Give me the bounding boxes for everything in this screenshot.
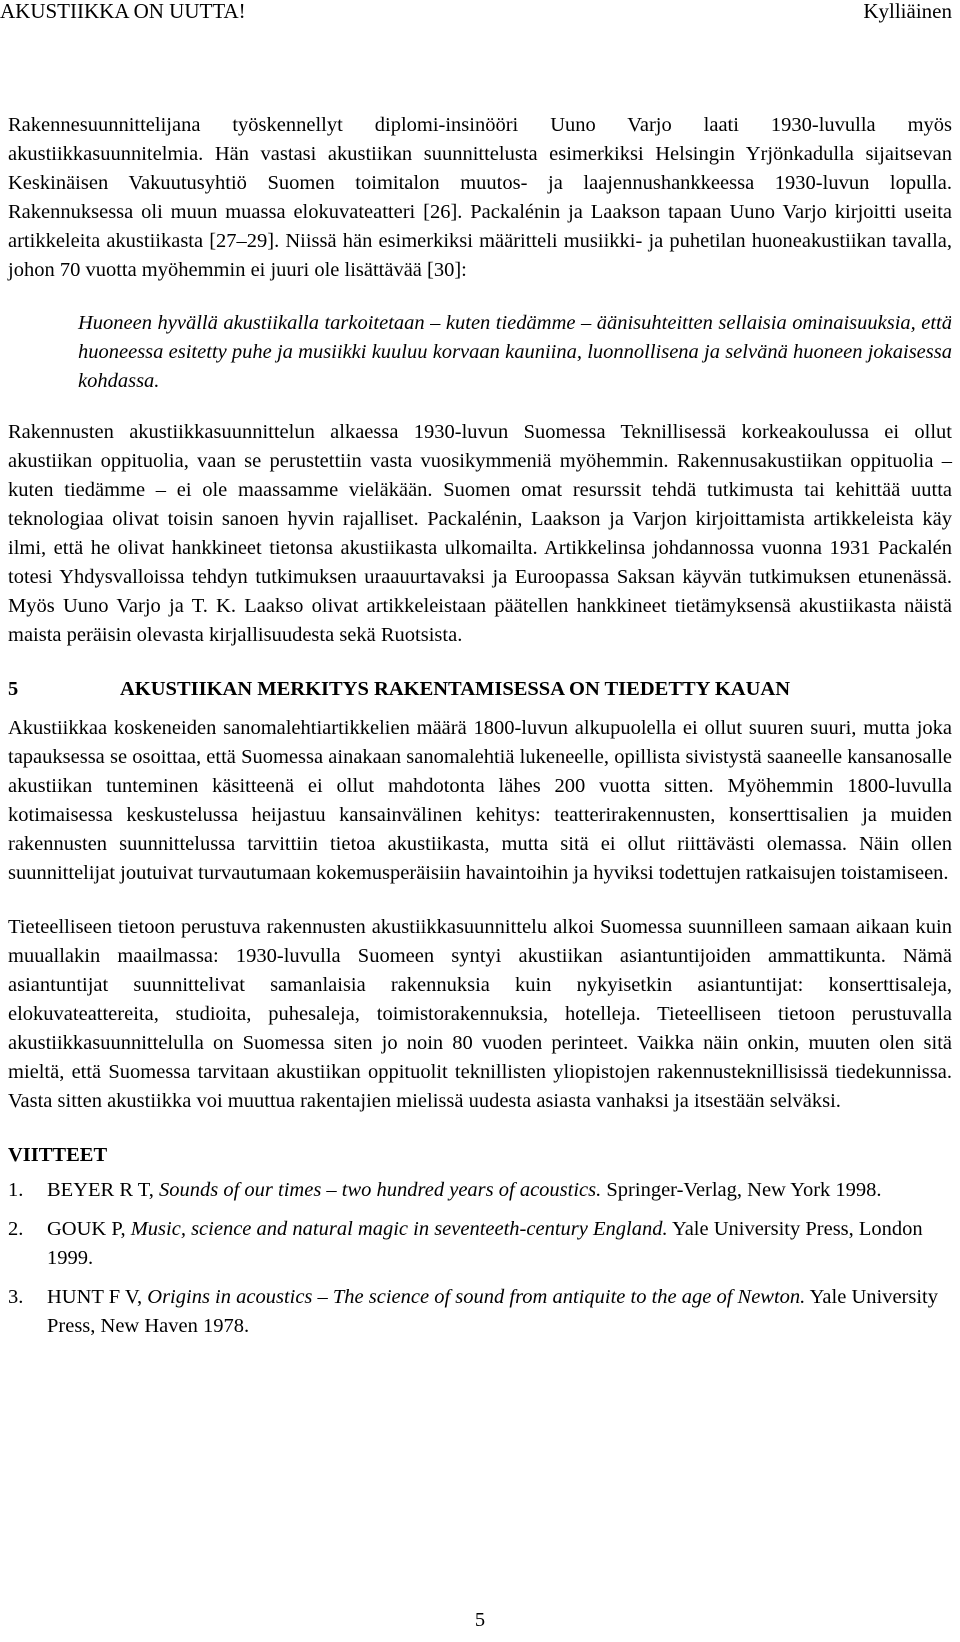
reference-item: [8, 1283, 952, 1341]
reference-item: [8, 1215, 952, 1273]
references-heading: VIITTEET: [8, 1144, 108, 1166]
reference-number: 2.: [8, 1218, 24, 1240]
reference-item: [8, 1176, 952, 1205]
page-content: [8, 111, 952, 1351]
paragraph-varjo: Rakennesuunnittelijana työskennellyt diplomi-insinööri Uuno Varjo laati 1930-luvulla myös akustiikkasuunnitelmia. Hän vastasi akustiikan suunnittelusta esimerkiksi Helsingin Yrjönkadulla sijaitsevan Keskinäisen Vakuutusyhtiö Suomen toimitalon muutos- ja laajennushankkeessa 1930-luvun lopulla. Rakennuksessa oli muun muassa elokuvateatteri [26]. Packalénin ja Laakson tapaan Uuno Varjo kirjoitti useita artikkeleita akustiikasta [27–29]. Niissä hän esimerkiksi määritteli musiikki- ja puhetilan huoneakustiikan tavalla, johon 70 vuotta myöhemmin ei juuri ole lisättävää [30]:: [8, 114, 952, 281]
page-number: 5: [474, 1609, 486, 1631]
reference-number: 3.: [8, 1286, 24, 1308]
running-header: [0, 0, 952, 24]
reference-title: Origins in acoustics – The science of sound from antiquite to the age of Newton.: [147, 1286, 806, 1308]
paragraph-oppituoli: Rakennusten akustiikkasuunnittelun alkaessa 1930-luvun Suomessa Teknillisessä korkeakoulussa ei ollut akustiikan oppituolia, vaan se perustettiin vasta vuosikymmeniä myöhemmin. Rakennusakustiikan oppituolia – kuten tiedämme – ei ole maassamme vieläkään. Suomen omat resurssit tehdä tutkimusta tai kehittää uutta teknologiaa olivat toisin sanoen hyvin rajalliset. Packalénin, Laakson ja Varjon kirjoittamista artikkeleista käy ilmi, että he olivat hankkineet tietonsa akustiikasta ulkomailta. Artikkelinsa johdannossa vuonna 1931 Packalén totesi Yhdysvalloissa tehdyn tutkimuksen uraauurtavaksi ja Euroopassa Saksan käyvän tutkimuksen etunenässä. Myös Uuno Varjo ja T. K. Laakso olivat artikkeleistaan päätellen hankkineet tietämyksensä akustiikasta näistä maista peräisin olevasta kirjallisuudesta sekä Ruotsista.: [8, 421, 952, 646]
reference-text: HUNT F V, Origins in acoustics – The science of sound from antiquite to the age of Newton. Yale University Press, New Haven 1978.: [47, 1286, 938, 1337]
section-number: 5: [8, 678, 19, 700]
reference-number: 1.: [8, 1179, 24, 1201]
reference-text: GOUK P, Music, science and natural magic in seventeeth-century England. Yale University Press, London 1999.: [47, 1218, 923, 1269]
section-title: AKUSTIIKAN MERKITYS RAKENTAMISESSA ON TIEDETTY KAUAN: [120, 678, 790, 700]
header-author: Kylliäinen: [863, 0, 952, 23]
references-list: [8, 1176, 952, 1341]
paragraph-sanomalehti: Akustiikkaa koskeneiden sanomalehtiartikkelien määrä 1800-luvun alkupuolella ei ollut suuren suuri, mutta joka tapauksessa se osoittaa, että Suomessa ainakaan sanomalehtiä lukeneelle, opillista sivistystä saaneelle kansanosalle akustiikan tunteminen käsitteenä ei ollut mahdotonta lähes 200 vuotta sitten. Myöhemmin 1800-luvulla kotimaisessa keskustelussa heijastuu kansainvälinen kehitys: teatterirakennusten, konserttisalien ja muiden rakennusten suunnittelussa tarvittiin tietoa akustiikasta, mutta sitä ei ollut riittävästi olemassa. Näin ollen suunnittelijat joutuivat turvautumaan kokemusperäisiin havaintoihin ja hyviksi todettujen ratkaisujen toistamiseen.: [8, 717, 952, 884]
section-heading: [8, 675, 952, 704]
reference-title: Sounds of our times – two hundred years of acoustics.: [159, 1179, 602, 1201]
header-title: AKUSTIIKKA ON UUTTA!: [0, 0, 246, 23]
reference-title: Music, science and natural magic in seventeeth-century England.: [130, 1218, 668, 1240]
paragraph-tieteellinen: Tieteelliseen tietoon perustuva rakennusten akustiikkasuunnittelu alkoi Suomessa suunnilleen samaan aikaan kuin muuallakin maailmassa: 1930-luvulla Suomeen syntyi akustiikan asiantuntijoiden ammattikunta. Nämä asiantuntijat suunnittelivat samanlaisia rakennuksia kuin nykyisetkin asiantuntijat: konserttisaleja, elokuvateattereita, studioita, puhesaleja, toimistorakennuksia, hotelleja. Tieteelliseen tietoon perustuvalla akustiikkasuunnittelulla on Suomessa siten jo noin 80 vuoden perinteet. Vaikka näin onkin, muuten olen sitä mieltä, että Suomessa tarvitaan akustiikan oppituolit teknillisten yliopistojen rakennusteknillisissä tiedekunnissa. Vasta sitten akustiikka voi muuttua rakentajien mielissä uudesta asiasta vanhaksi ja itsestään selväksi.: [8, 916, 952, 1112]
reference-text: BEYER R T, Sounds of our times – two hundred years of acoustics. Springer-Verlag, New York 1998.: [47, 1179, 882, 1201]
block-quote: Huoneen hyvällä akustiikalla tarkoitetaan – kuten tiedämme – äänisuhteitten sellaisia ominaisuuksia, että huoneessa esitetty puhe ja musiikki kuuluu korvaan kauniina, luonnollisena ja selvänä huoneen jokaisessa kohdassa.: [78, 312, 952, 392]
